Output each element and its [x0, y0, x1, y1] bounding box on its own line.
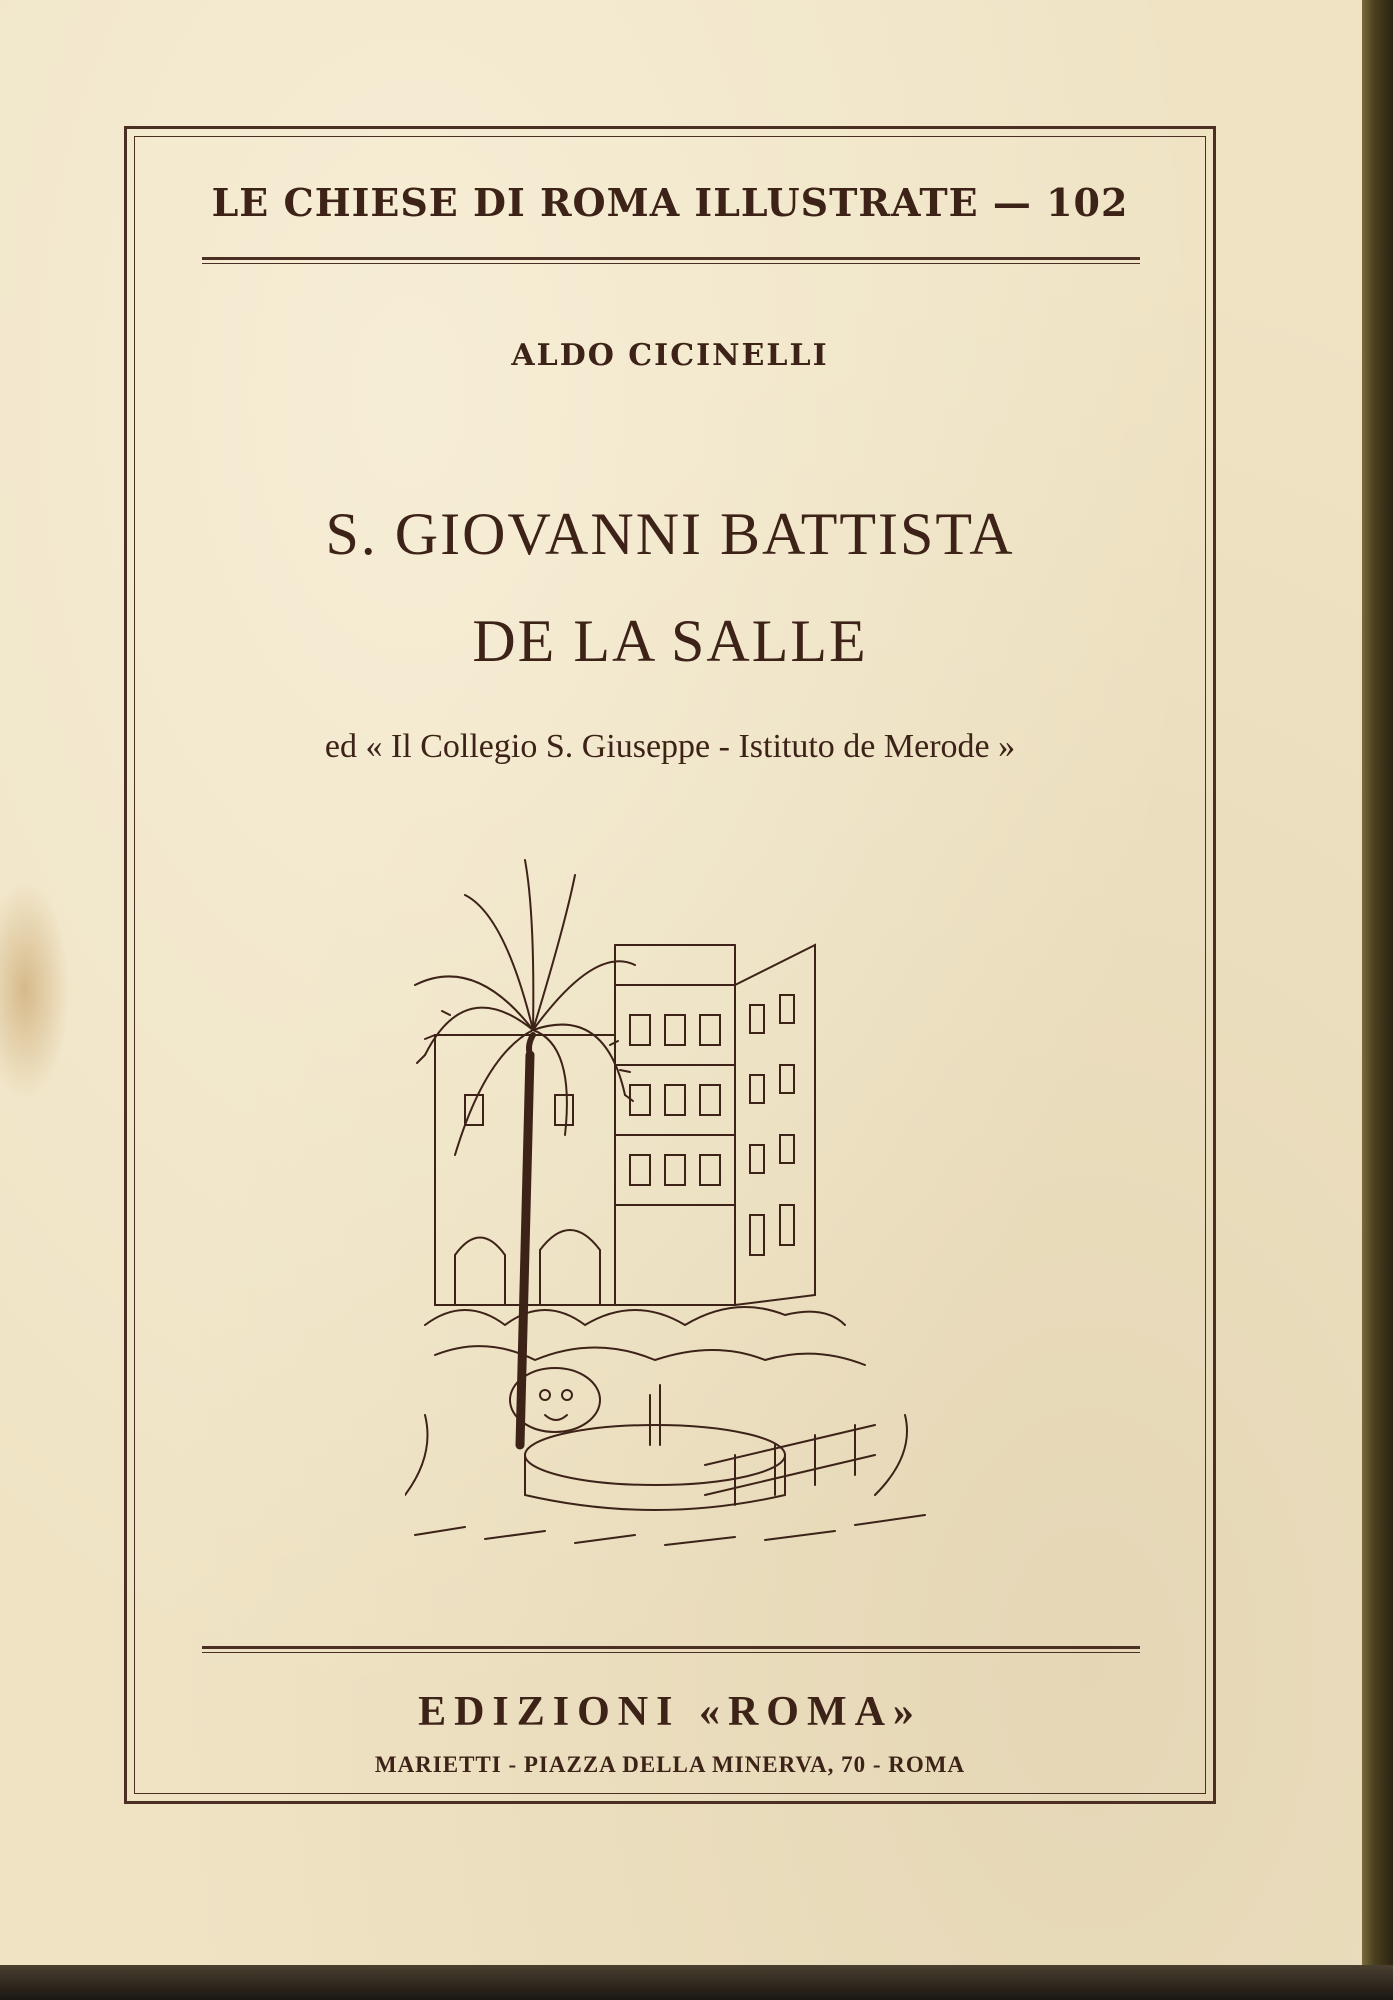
book-subtitle: ed « Il Collegio S. Giuseppe - Istituto de Merode »	[324, 728, 1016, 765]
book-spine-edge	[1362, 0, 1393, 2000]
book-title-line-1: S. GIOVANNI BATTISTA	[325, 501, 1015, 567]
paper-stain	[0, 880, 70, 1100]
book-title-line-2: DE LA SALLE	[472, 608, 868, 674]
publisher-name: EDIZIONI «ROMA»	[418, 1689, 922, 1735]
building-right	[735, 945, 815, 1305]
series-title: LE CHIESE DI ROMA ILLUSTRATE — 102	[211, 180, 1129, 225]
publisher-address: MARIETTI - PIAZZA DELLA MINERVA, 70 - ROMA	[374, 1752, 966, 1777]
author-name: ALDO CICINELLI	[511, 338, 829, 373]
building-center	[615, 985, 735, 1305]
book-bottom-edge	[0, 1965, 1393, 2000]
header-rule	[202, 257, 1140, 264]
footer-rule	[202, 1646, 1140, 1653]
courtyard-palm-engraving-icon	[405, 855, 940, 1555]
